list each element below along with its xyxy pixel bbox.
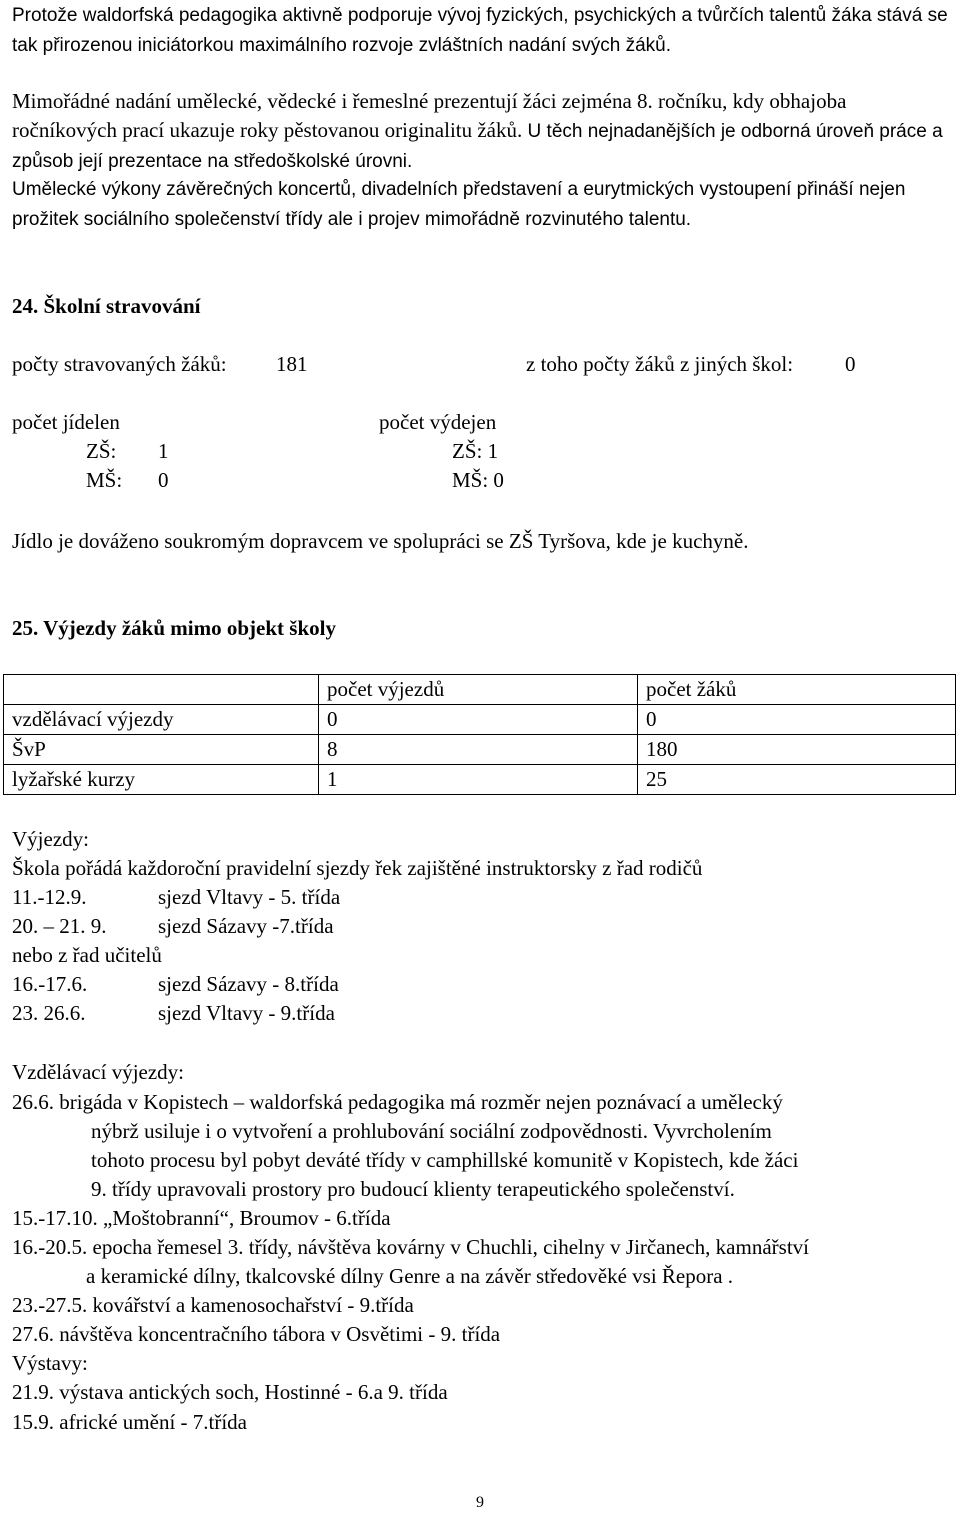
edu-trips-label: Vzdělávací výjezdy: <box>12 1060 184 1084</box>
river-trip-date: 16.-17.6. <box>12 972 88 996</box>
table-row <box>4 705 956 735</box>
edu-trip-line: 9. třídy upravovali prostory pro budoucí klienty terapeutického společenství. <box>91 1177 735 1201</box>
river-trip-text: sjezd Vltavy - 5. třída <box>158 885 341 909</box>
catering-note: Jídlo je dováženo soukromým dopravcem ve spolupráci se ZŠ Tyršova, kde je kuchyně. <box>12 529 749 553</box>
edu-trip-line: 27.6. návštěva koncentračního tábora v Osvětimi - 9. třída <box>12 1322 501 1346</box>
ms-canteens-value: 0 <box>158 468 169 492</box>
edu-trip-line: 16.-20.5. epocha řemesel 3. třídy, návštěva kovárny v Chuchli, cihelny v Jirčanech, kamnářství <box>12 1235 809 1259</box>
zs-label: ZŠ: <box>86 439 117 463</box>
catered-count-value: 181 <box>276 352 308 376</box>
edu-trip-line: 23.-27.5. kovářství a kamenosochařství - 9.třída <box>12 1293 414 1317</box>
intro-paragraph-1: Protože waldorfská pedagogika aktivně podporuje vývoj fyzických, psychických a tvůrčích talentů žáka stává se tak přirozenou iniciátorkou maximálního rozvoje zvláštních nadání svých žáků. <box>12 5 948 56</box>
edu-trip-line: nýbrž usiluje i o vytvoření a prohlubování sociální zodpovědnosti. Vyvrcholením <box>91 1119 772 1143</box>
river-trip-date: 20. – 21. 9. <box>12 914 107 938</box>
river-trip-text: sjezd Sázavy -7.třída <box>158 914 334 938</box>
page-number: 9 <box>476 1494 484 1511</box>
table-header-cell: počet žáků <box>638 675 956 705</box>
table-cell: 0 <box>638 705 956 735</box>
table-cell: 25 <box>638 765 956 795</box>
table-header-cell: počet výjezdů <box>319 675 638 705</box>
table-cell: 0 <box>319 705 638 735</box>
intro-paragraph-3: Umělecké výkony závěrečných koncertů, divadelních představení a eurytmických vystoupení přináší nejen prožitek sociálního společenství třídy ale i projev mimořádně rozvinutého talentu. <box>12 179 906 230</box>
river-trip-text: sjezd Vltavy - 9.třída <box>158 1001 335 1025</box>
dispensaries-label: počet výdejen <box>379 410 497 434</box>
river-trip-text: sjezd Sázavy - 8.třída <box>158 972 339 996</box>
zs-canteens-value: 1 <box>158 439 169 463</box>
table-cell: 180 <box>638 735 956 765</box>
other-schools-value: 0 <box>845 352 856 376</box>
ms-label: MŠ: <box>86 468 123 492</box>
table-header-row <box>4 675 956 705</box>
trips-label: Výjezdy: <box>12 827 89 851</box>
intro-paragraph-2a: Mimořádné nadání umělecké, vědecké i řemeslné prezentují žáci zejména 8. ročníku, kdy obhajoba ročníkových prací ukazuje roky pěstovanou originalitu žáků. <box>12 89 847 142</box>
catered-count-label: počty stravovaných žáků: <box>12 352 227 376</box>
table-cell: ŠvP <box>4 735 319 765</box>
teachers-line: nebo z řad učitelů <box>12 943 162 967</box>
exhibition-line: 15.9. africké umění - 7.třída <box>12 1410 247 1434</box>
table-cell: 1 <box>319 765 638 795</box>
section-heading-catering: 24. Školní stravování <box>12 294 201 318</box>
trips-table <box>3 674 956 795</box>
other-schools-label: z toho počty žáků z jiných škol: <box>526 352 794 376</box>
river-trip-date: 11.-12.9. <box>12 885 87 909</box>
section-heading-trips: 25. Výjezdy žáků mimo objekt školy <box>12 616 336 640</box>
table-cell: vzdělávací výjezdy <box>4 705 319 735</box>
edu-trip-line: 15.-17.10. „Moštobranní“, Broumov - 6.třída <box>12 1206 391 1230</box>
edu-trip-line: 26.6. brigáda v Kopistech – waldorfská pedagogika má rozměr nejen poznávací a umělecký <box>12 1090 783 1114</box>
river-trip-date: 23. 26.6. <box>12 1001 86 1025</box>
canteens-label: počet jídelen <box>12 410 120 434</box>
table-row <box>4 735 956 765</box>
ms-dispensaries: MŠ: 0 <box>452 468 504 492</box>
intro-paragraph-2b: U těch nejnadanějších je odborná úroveň práce a způsob její prezentace na středoškolské úrovni. <box>12 121 943 172</box>
rivers-intro: Škola pořádá každoroční pravidelní sjezdy řek zajištěné instruktorsky z řad rodičů <box>12 856 703 880</box>
edu-trip-line: tohoto procesu byl pobyt deváté třídy v camphillské komunitě v Kopistech, kde žáci <box>91 1148 799 1172</box>
zs-dispensaries: ZŠ: 1 <box>452 439 499 463</box>
table-cell: lyžařské kurzy <box>4 765 319 795</box>
table-cell: 8 <box>319 735 638 765</box>
edu-trip-line: a keramické dílny, tkalcovské dílny Genre a na závěr středověké vsi Řepora . <box>86 1264 734 1288</box>
exhibition-line: 21.9. výstava antických soch, Hostinné - 6.a 9. třída <box>12 1380 448 1404</box>
exhibitions-label: Výstavy: <box>12 1351 88 1375</box>
table-row <box>4 765 956 795</box>
table-header-cell <box>4 675 319 705</box>
intro-paragraph-2 <box>12 87 952 176</box>
